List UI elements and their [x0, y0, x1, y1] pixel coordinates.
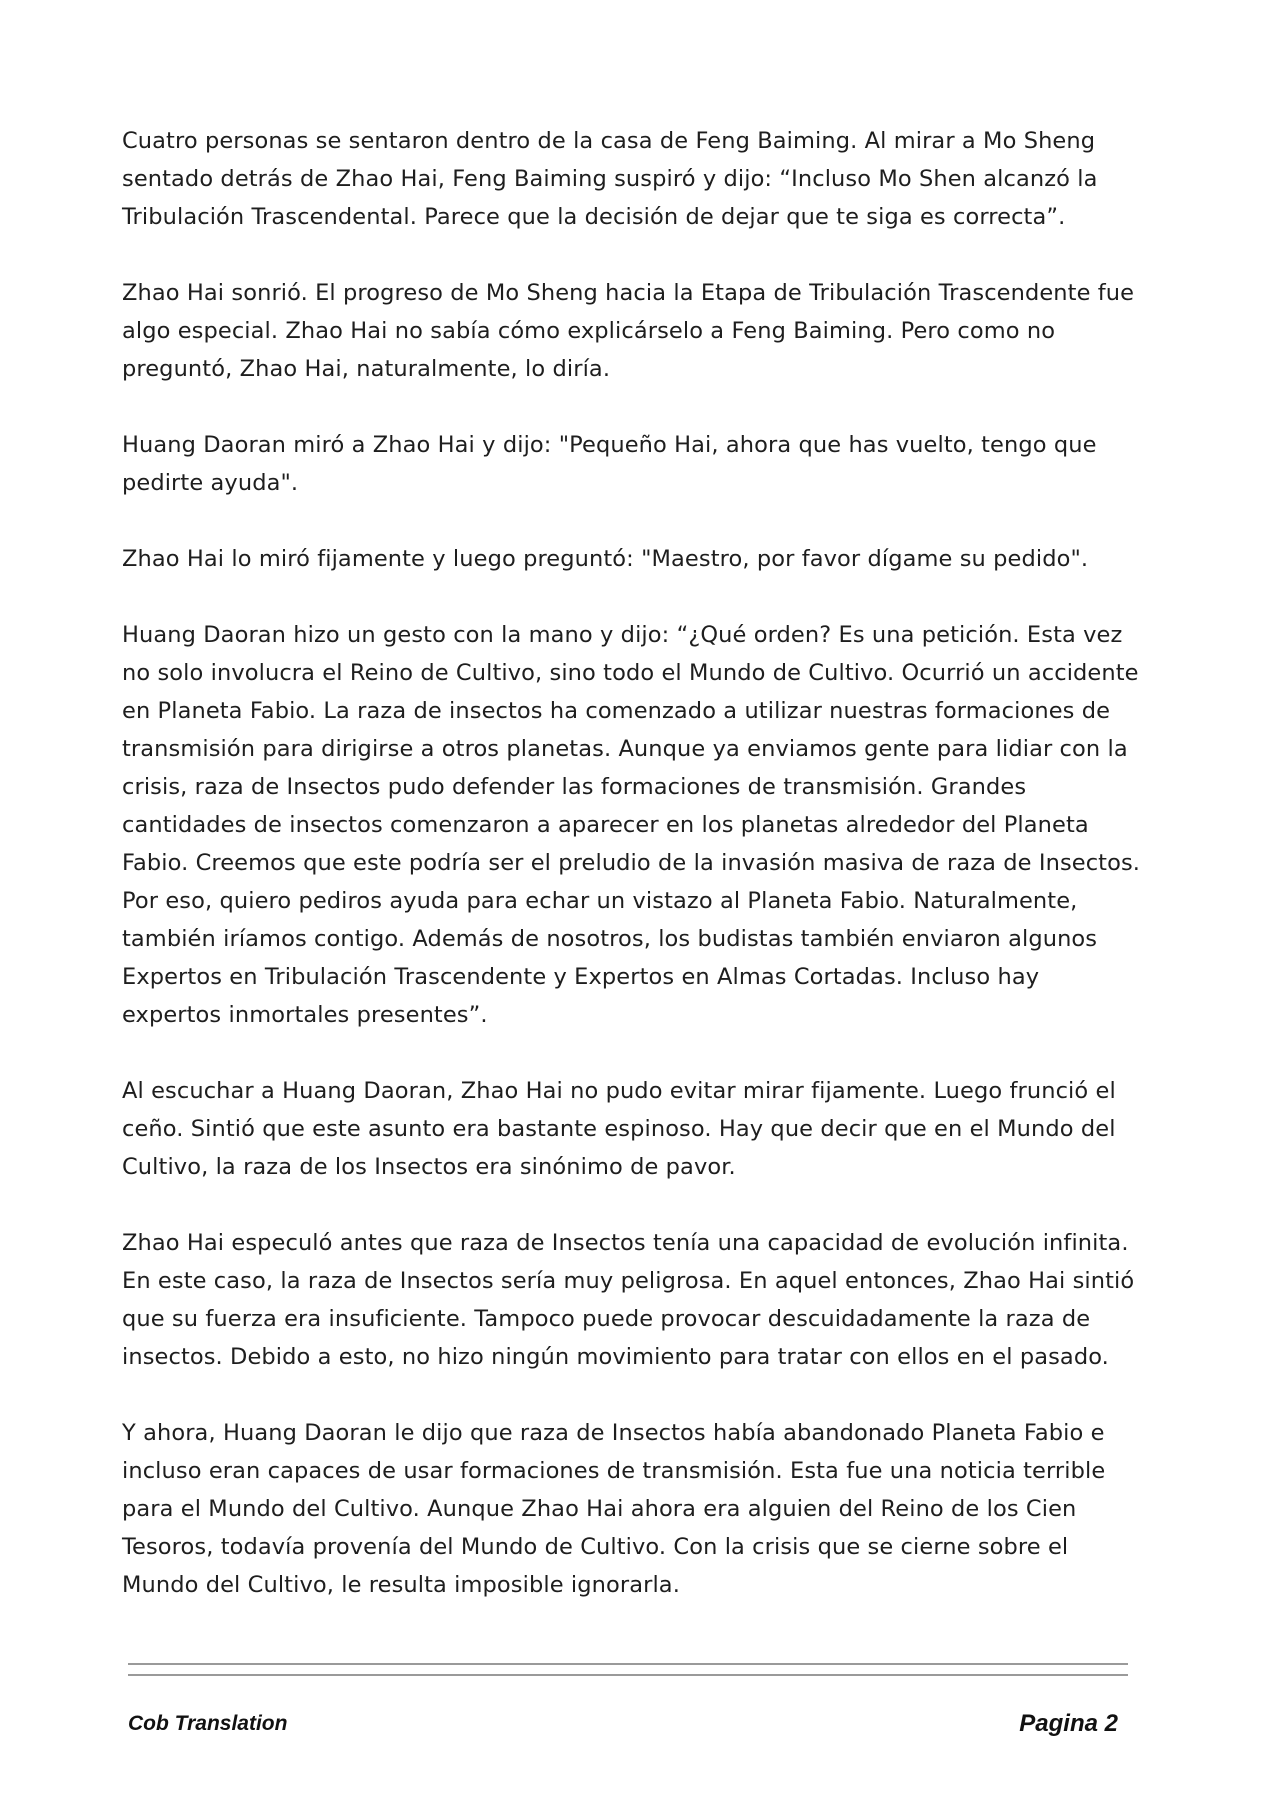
paragraph: Cuatro personas se sentaron dentro de la casa de Feng Baiming. Al mirar a Mo Sheng sentado detrás de Zhao Hai, Feng Baiming suspiró y dijo: “Incluso Mo Shen alcanzó la Tribulación Trascendental. Parece que la decisión de dejar que te siga es correcta”. — [122, 128, 1098, 230]
paragraph: Zhao Hai especuló antes que raza de Insectos tenía una capacidad de evolución infinita. En este caso, la raza de Insectos sería muy peligrosa. En aquel entonces, Zhao Hai sintió que su fuerza era insuficiente. Tampoco puede provocar descuidadamente la raza de insectos. Debido a esto, no hizo ningún movimiento para tratar con ellos en el pasado. — [122, 1230, 1135, 1370]
document-body — [122, 122, 1142, 1642]
paragraph: Y ahora, Huang Daoran le dijo que raza de Insectos había abandonado Planeta Fabio e incluso eran capaces de usar formaciones de transmisión. Esta fue una noticia terrible para el Mundo del Cultivo. Aunque Zhao Hai ahora era alguien del Reino de los Cien Tesoros, todavía provenía del Mundo de Cultivo. Con la crisis que se cierne sobre el Mundo del Cultivo, le resulta imposible ignorarla. — [122, 1420, 1106, 1598]
paragraph: Zhao Hai sonrió. El progreso de Mo Sheng hacia la Etapa de Tribulación Trascendente fue algo especial. Zhao Hai no sabía cómo explicárselo a Feng Baiming. Pero como no preguntó, Zhao Hai, naturalmente, lo diría. — [122, 280, 1135, 382]
footer-divider — [128, 1663, 1128, 1685]
page-footer — [128, 1710, 1118, 1738]
footer-page-number: Pagina 2 — [1019, 1710, 1118, 1737]
footer-rule-top — [128, 1663, 1128, 1665]
footer-rule-bottom — [128, 1674, 1128, 1676]
footer-translator-credit: Cob Translation — [128, 1712, 288, 1735]
paragraph: Zhao Hai lo miró fijamente y luego preguntó: "Maestro, por favor dígame su pedido". — [122, 546, 1089, 572]
paragraph: Huang Daoran miró a Zhao Hai y dijo: "Pequeño Hai, ahora que has vuelto, tengo que pedirte ayuda". — [122, 432, 1097, 496]
paragraph: Huang Daoran hizo un gesto con la mano y dijo: “¿Qué orden? Es una petición. Esta vez no solo involucra el Reino de Cultivo, sino todo el Mundo de Cultivo. Ocurrió un accidente en Planeta Fabio. La raza de insectos ha comenzado a utilizar nuestras formaciones de transmisión para dirigirse a otros planetas. Aunque ya enviamos gente para lidiar con la crisis, raza de Insectos pudo defender las formaciones de transmisión. Grandes cantidades de insectos comenzaron a aparecer en los planetas alrededor del Planeta Fabio. Creemos que este podría ser el preludio de la invasión masiva de raza de Insectos. Por eso, quiero pediros ayuda para echar un vistazo al Planeta Fabio. Naturalmente, también iríamos contigo. Además de nosotros, los budistas también enviaron algunos Expertos en Tribulación Trascendente y Expertos en Almas Cortadas. Incluso hay expertos inmortales presentes”. — [122, 622, 1141, 1028]
paragraph: Al escuchar a Huang Daoran, Zhao Hai no pudo evitar mirar fijamente. Luego frunció el ceño. Sintió que este asunto era bastante espinoso. Hay que decir que en el Mundo del Cultivo, la raza de los Insectos era sinónimo de pavor. — [122, 1078, 1116, 1180]
